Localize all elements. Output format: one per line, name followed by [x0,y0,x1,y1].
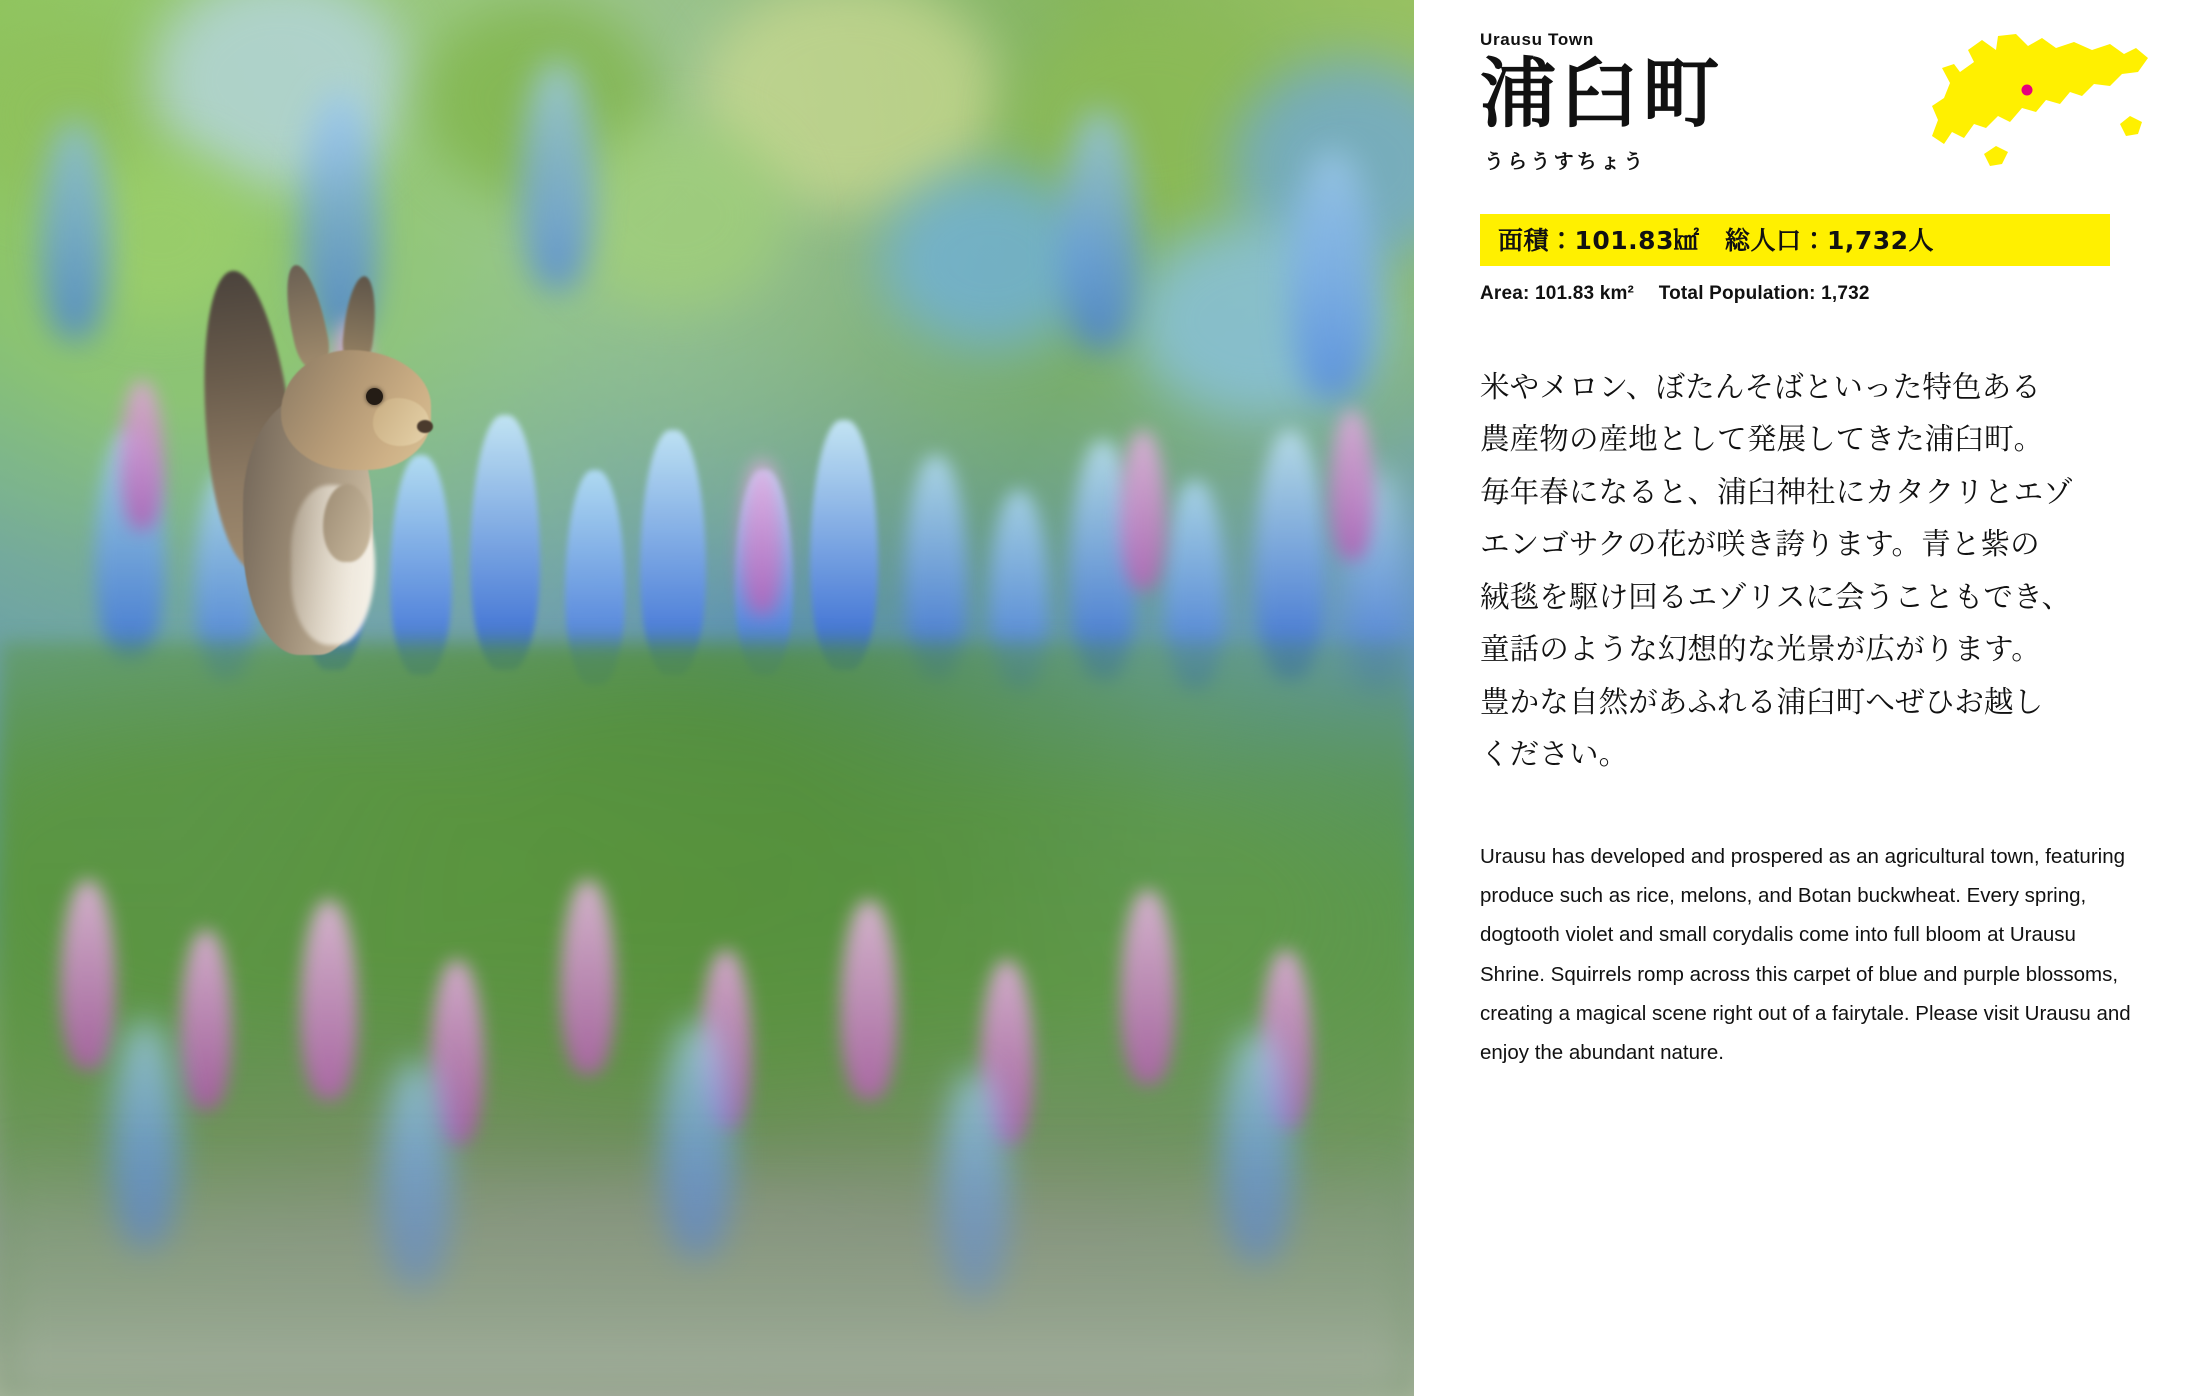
description-jp-line: 米やメロン、ぼたんそばといった特色ある [1480,369,2041,404]
flower-spike-blue [1060,110,1140,350]
stats-en-line: Area: 101.83 km² Total Population: 1,732 [1480,282,1870,304]
info-panel [1414,0,2200,1396]
town-eyebrow-label: Urausu Town [1480,30,1594,49]
squirrel-eye [366,388,383,405]
flower-dogtooth-violet [740,460,784,615]
flower-dogtooth-violet [560,880,616,1075]
flower-spike-blue [40,120,110,340]
description-jp-line: 毎年春になると、浦臼神社にカタクリとエゾ [1480,474,2073,509]
flower-spike-blue [520,60,595,290]
description-jp-line: ください。 [1480,737,1629,772]
flower-spike-blue [1290,150,1375,400]
description-jp-line: エンゴサクの花が咲き誇ります。青と紫の [1480,527,2040,562]
description-jp-line: 絨毯を駆け回るエゾリスに会うこともでき、 [1480,579,2072,614]
description-japanese [1480,361,2144,781]
flower-dogtooth-violet [1120,430,1166,590]
hokkaido-map-icon [1924,28,2154,178]
flower-dogtooth-violet [840,900,898,1100]
flower-dogtooth-violet [300,900,358,1100]
squirrel-subject [195,270,495,690]
flower-spike-blue [810,420,878,670]
stats-jp-line: 面積：101.83㎢ 総人口：1,732人 [1498,225,1935,255]
description-jp-line: 童話のような幻想的な光景が広がります。 [1480,632,2041,667]
flower-dogtooth-violet [1120,890,1176,1085]
description-english: Urausu has developed and prospered as an agricultural town, featuring produce such as rice, melons, and Botan buckwheat. Every spring, dogtooth violet and small corydalis come into full bloom at Urausu Shrine. Squirrels romp across this carpet of blue and purple blossoms, creating a magical scene right out of a fairytale. Please visit Urausu and enjoy the abundant nature. [1480,844,2131,1065]
squirrel-nose [417,420,433,433]
squirrel-forelimb [323,484,371,562]
flower-dogtooth-violet [180,930,232,1110]
stats-highlight-bar [1480,214,2110,266]
town-kana-label: うらうすちょう [1484,148,1647,173]
foreground-blur [0,1145,1414,1396]
flower-spike-blue [640,430,706,675]
flower-dogtooth-violet [1330,410,1374,560]
description-jp-line: 農産物の産地として発展してきた浦臼町。 [1480,422,2044,457]
page-title: 浦臼町 [1480,49,1724,138]
flower-dogtooth-violet [120,380,164,530]
flower-dogtooth-violet [60,880,116,1070]
description-jp-line: 豊かな自然があふれる浦臼町へぜひお越し [1480,684,2044,719]
